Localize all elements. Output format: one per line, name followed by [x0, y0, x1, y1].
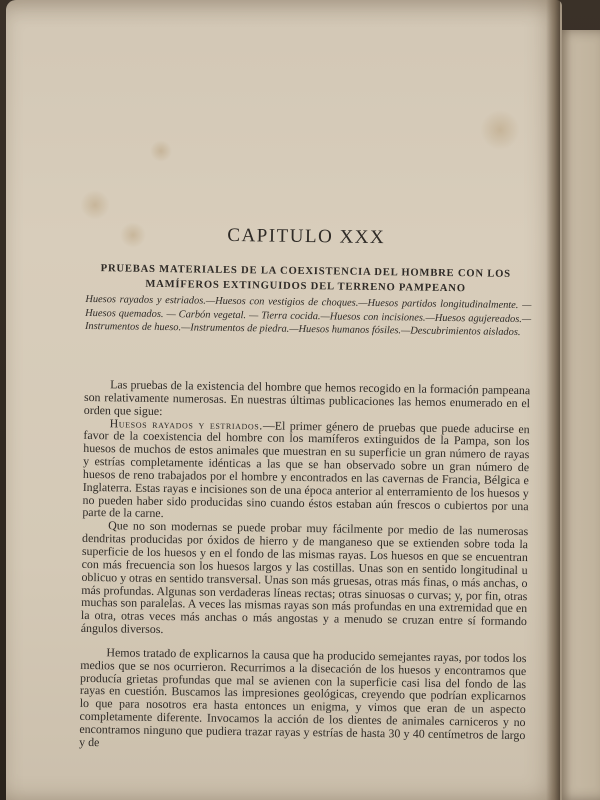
right-page-edge — [556, 30, 600, 800]
paragraph-2-text: —El primer género de pruebas que puede aducirse en favor de la coexistencia del hombre con los mamíferos extinguidos de la Pampa, son los huesos de muchos de estos animales que muestran en su superficie un gran número de rayas y estrías completamente idénticas a las que se han observado sobre un gran número de huesos de reno trabajados por el hombre y encontrados en las cavernas de Francia, Bélgica e Inglaterra. Estas rayas e incisiones son de una época anterior al enterramiento de los huesos y no pueden haber sido producidas sino cuando éstos estaban aún frescos o cubiertos por una parte de la carne. — [82, 417, 530, 521]
paragraph-3: Que no son modernas se puede probar muy fácilmente por medio de las numerosas dendritas producidas por óxidos de hierro y de manganeso que se extienden sobre toda la superficie de los huesos y en el fondo de las mismas rayas. Los huesos en que se encuentran con más frecuencia son los huesos largos y las costillas. Unas son en sentido longitudinal u oblicuo y otras en sentido transversal. Unas son más gruesas, otras más finas, o más anchas, o más profundas. Algunas son verdaderas líneas rectas; otras sinuosas o curvas; y, por fin, otras muchas son paralelas. A veces las mismas rayas son más profundas en una extremidad que en la otra, otras veces más anchas o más angostas y a menudo se cruzan entre sí formando ángulos diversos. — [80, 518, 529, 637]
paragraph-1: Las pruebas de la existencia del hombre que hemos recogido en la formación pampeana son relativamente numerosas. En nuestras últimas publicaciones las hemos enumerado en el orden que sigue: — [83, 377, 531, 418]
chapter-summary: Huesos rayados y estriados.—Huesos con vestigios de choques.—Huesos partidos longitudinalmente. — Huesos quemados. — Carbón vegetal. — Tierra cocida.—Huesos con incisiones.—Huesos agujereados.—Instrumentos de hueso.—Instrumentos de piedra.—Huesos humanos fósiles.—Descubrimientos aislados. — [84, 293, 532, 339]
chapter-subtitle-line-1: PRUEBAS MATERIALES DE LA COEXISTENCIA DEL HOMBRE CON LOS — [100, 263, 511, 280]
paragraph-4: Hemos tratado de explicarnos la causa que ha producido semejantes rayas, por todos los medios que se nos ocurrieron. Recurrimos a la disecación de los huesos y encontramos que producía grietas profundas que mal se avienen con la superficie casi lisa del fondo de las rayas en cuestión. Buscamos las impresiones geológicas, creyendo que podrían explicarnos lo que para nosotros era hasta entonces un enigma, y vimos que eran de un aspecto completamente diferente. Invocamos la acción de los dientes de animales carniceros y no encontramos ninguno que pudiera trazar rayas y estrías de hasta 30 y 40 centímetros de largo y de — [79, 645, 527, 749]
page-text — [78, 0, 532, 800]
chapter-subtitle — [80, 261, 532, 297]
chapter-title: CAPITULO XXX — [227, 224, 386, 249]
chapter-subtitle-line-2: MAMÍFEROS EXTINGUIDOS DEL TERRENO PAMPEANO — [145, 278, 466, 295]
book-gutter — [546, 0, 560, 800]
paragraph-2 — [82, 416, 529, 525]
section-heading: Huesos rayados y estriados. — [109, 415, 264, 432]
body-text — [79, 378, 530, 755]
